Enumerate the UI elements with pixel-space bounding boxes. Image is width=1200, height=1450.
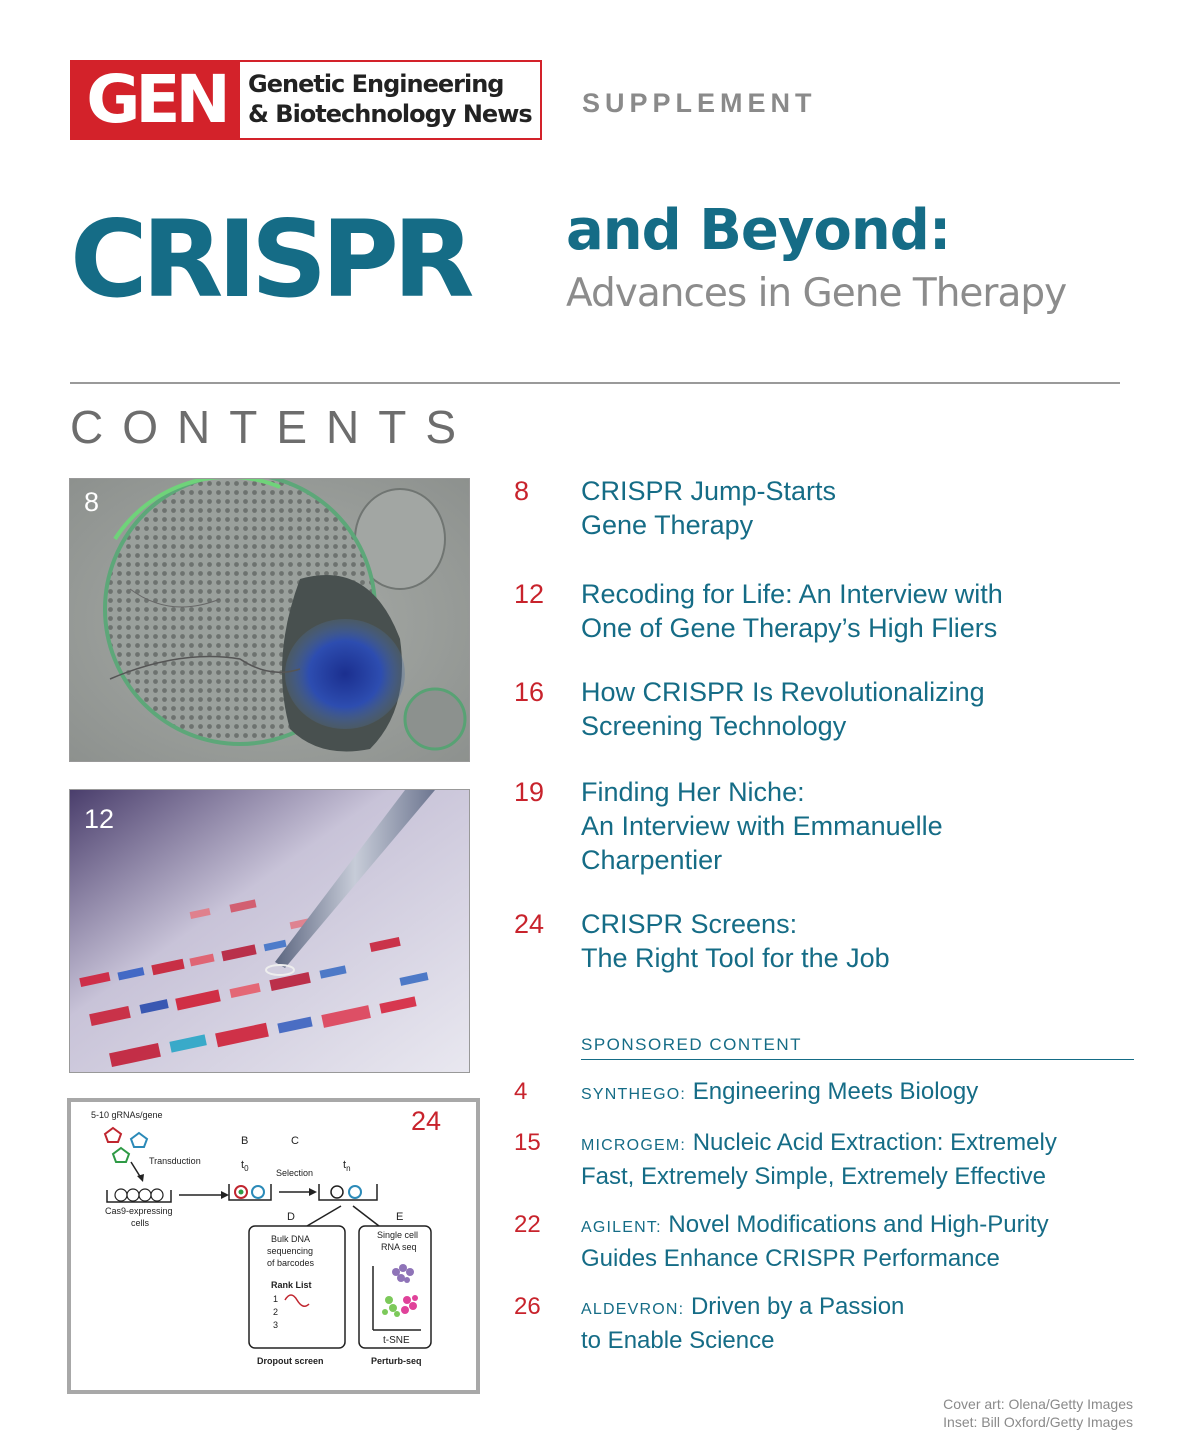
- cover-art-credit: Cover art: Olena/Getty Images: [943, 1396, 1133, 1412]
- title-subtitle-2: Advances in Gene Therapy: [566, 271, 1067, 316]
- diagram-label-e: E: [396, 1211, 404, 1223]
- diagram-bulk-line-3: of barcodes: [267, 1258, 315, 1268]
- sponsored-content-heading: SPONSORED CONTENT: [581, 1035, 803, 1054]
- masthead-name-line1: Genetic Engineering: [248, 70, 504, 98]
- diagram-tn-label: [343, 1159, 351, 1173]
- diagram-rank-list: Rank List: [271, 1280, 312, 1290]
- cell-organoid-icon: [70, 479, 470, 762]
- diagram-dropout-label: Dropout screen: [257, 1356, 324, 1366]
- toc-title-line: Gene Therapy: [581, 510, 754, 540]
- toc-page-number: 19: [514, 777, 545, 807]
- gen-logo: GEN: [72, 62, 240, 138]
- sponsored-page-number: 4: [514, 1078, 528, 1105]
- pipette-gel-image: [69, 789, 470, 1073]
- crispr-screen-diagram: [67, 1098, 480, 1394]
- toc-title-line: CRISPR Jump-Starts: [581, 476, 837, 506]
- sponsored-title-line: Driven by a Passion: [690, 1293, 905, 1320]
- sponsored-title-line: Guides Enhance CRISPR Performance: [581, 1245, 1000, 1272]
- image-page-number: 24: [411, 1106, 442, 1136]
- diagram-perturb-label: Perturb-seq: [371, 1356, 422, 1366]
- crispr-screen-diagram-icon: [71, 1102, 468, 1382]
- masthead-name-line2: & Biotechnology News: [248, 100, 532, 128]
- sponsored-title-line: Fast, Extremely Simple, Extremely Effective: [581, 1163, 1047, 1190]
- toc-entry[interactable]: [581, 775, 1141, 877]
- sponsored-company: SYNTHEGO:: [581, 1086, 687, 1103]
- sponsored-entry[interactable]: [581, 1209, 1141, 1274]
- toc-title-line: Recoding for Life: An Interview with: [581, 579, 1003, 609]
- sponsored-company: AGILENT:: [581, 1219, 662, 1236]
- sponsored-entry[interactable]: [581, 1291, 1141, 1356]
- diagram-label-c: C: [291, 1135, 299, 1147]
- sponsored-entry[interactable]: [581, 1076, 1141, 1110]
- toc-title-line: Charpentier: [581, 845, 723, 875]
- sponsored-page-number: 26: [514, 1293, 541, 1320]
- toc-entry[interactable]: [581, 675, 1141, 743]
- diagram-tn-letter: t: [343, 1159, 347, 1171]
- image-page-number: 8: [84, 487, 100, 517]
- contents-heading: CONTENTS: [70, 401, 475, 453]
- sponsored-divider: [581, 1059, 1134, 1060]
- diagram-selection-label: Selection: [276, 1168, 314, 1178]
- inset-credit: Inset: Bill Oxford/Getty Images: [943, 1414, 1133, 1430]
- diagram-transduction-label: Transduction: [149, 1156, 201, 1166]
- diagram-cells-label-1: Cas9-expressing: [105, 1206, 173, 1216]
- toc-page-number: 8: [514, 476, 530, 506]
- diagram-t0-letter: t: [241, 1159, 245, 1171]
- diagram-rank-3: 3: [273, 1320, 279, 1330]
- sponsored-title-line: to Enable Science: [581, 1327, 775, 1354]
- sponsored-company: MICROGEM:: [581, 1137, 687, 1154]
- toc-title-line: Finding Her Niche:: [581, 777, 805, 807]
- diagram-rank-1: 1: [273, 1294, 279, 1304]
- cell-organoid-image: [69, 478, 470, 762]
- toc-entry[interactable]: [581, 474, 1141, 542]
- toc-title-line: Screening Technology: [581, 711, 847, 741]
- diagram-tn-subscript: n: [346, 1164, 351, 1173]
- diagram-grnas-label: 5-10 gRNAs/gene: [91, 1110, 163, 1120]
- toc-page-number: 24: [514, 909, 545, 939]
- diagram-single-cell-1: Single cell: [377, 1230, 419, 1240]
- title-main: CRISPR: [70, 198, 469, 321]
- diagram-tsne-label: t-SNE: [383, 1335, 410, 1346]
- sponsored-title-line: Nucleic Acid Extraction: Extremely: [692, 1129, 1057, 1156]
- toc-title-line: The Right Tool for the Job: [581, 943, 890, 973]
- diagram-bulk-line-1: Bulk DNA: [271, 1234, 311, 1244]
- sponsored-page-number: 22: [514, 1211, 541, 1238]
- diagram-t0-label: [241, 1159, 249, 1173]
- divider: [70, 382, 1120, 384]
- diagram-rank-2: 2: [273, 1307, 279, 1317]
- sponsored-title-line: Engineering Meets Biology: [692, 1078, 979, 1105]
- image-page-number: 12: [84, 804, 115, 834]
- toc-title-line: CRISPR Screens:: [581, 909, 798, 939]
- toc-title-line: An Interview with Emmanuelle: [581, 811, 943, 841]
- sponsored-company: ALDEVRON:: [581, 1301, 685, 1318]
- toc-entry[interactable]: [581, 907, 1141, 975]
- sponsored-title-line: Novel Modifications and High-Purity: [668, 1211, 1049, 1238]
- sponsored-entry[interactable]: [581, 1127, 1141, 1192]
- diagram-label-b: B: [241, 1135, 249, 1147]
- diagram-single-cell-2: RNA seq: [381, 1242, 417, 1252]
- toc-title-line: One of Gene Therapy’s High Fliers: [581, 613, 998, 643]
- title-subtitle-1: and Beyond:: [566, 198, 951, 263]
- diagram-bulk-line-2: sequencing: [267, 1246, 314, 1256]
- toc-page-number: 12: [514, 579, 545, 609]
- diagram-t0-subscript: 0: [244, 1164, 249, 1173]
- diagram-label-d: D: [287, 1211, 295, 1223]
- toc-page-number: 16: [514, 677, 545, 707]
- diagram-cells-label-2: cells: [131, 1218, 150, 1228]
- supplement-label: SUPPLEMENT: [582, 88, 817, 118]
- masthead-logo: [70, 60, 542, 140]
- toc-title-line: How CRISPR Is Revolutionalizing: [581, 677, 985, 707]
- toc-entry[interactable]: [581, 577, 1141, 645]
- pipette-gel-icon: [70, 790, 470, 1073]
- sponsored-page-number: 15: [514, 1129, 541, 1156]
